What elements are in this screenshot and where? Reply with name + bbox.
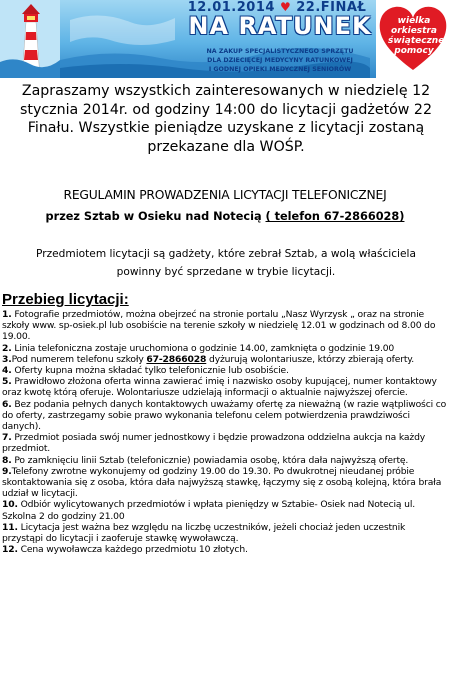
regulation-title: REGULAMIN PROWADZENIA LICYTACJI TELEFONICZNEJ <box>63 188 387 202</box>
rule-10: 10. Odbiór wylicytowanych przedmiotów i wpłata pieniędzy w Sztabie- Osiek nad Notecią ul. Szkolna 2 do godziny 21.00 <box>2 499 416 522</box>
rule-7: 7. Przedmiot posiada swój numer jednostkowy i będzie prowadzona oddzielna aukcja na każdy przedmiot. <box>2 432 426 455</box>
rule-12: 12. Cena wywoławcza każdego przedmiotu 10 złotych. <box>2 544 248 556</box>
rule-9: 9.Telefony zwrotne wykonujemy od godziny 19.00 do 19.30. Po dwukrotnej nieudanej próbie skontaktowania się z osoba, która dała najwyższą stawkę, łączymy się z osobą kolejną, która brała udział w licytacji. <box>2 465 442 500</box>
rule-3: 3.Pod numerem telefonu szkoły 67-2866028 dyżurują wolontariusze, którzy zbierają oferty. <box>2 353 415 365</box>
regulation-subtitle <box>4 210 446 223</box>
banner-title: NA RATUNEK <box>188 12 372 40</box>
rule-1: 1. Fotografie przedmiotów, można obejrzeć na stronie portalu „Nasz Wyrzysk „ oraz na stronie szkoły www. sp-osiek.pl lub osobiście na terenie szkoły w niedzielę 12.01 w godzinach od 8.00 do 19.00. <box>2 309 436 343</box>
rule-4: 4. Oferty kupna można składać tylko telefonicznie lub osobiście. <box>2 365 289 377</box>
procedure-heading: Przebieg licytacji: <box>2 291 129 308</box>
rule-11: 11. Licytacja jest ważna bez względu na liczbę uczestników, jeżeli chociaż jeden uczestnik przystąpi do licytacji i zaoferuje stawkę wywoławczą. <box>2 521 406 545</box>
rules-list <box>2 309 448 555</box>
regulation-organizer: przez Sztab w Osieku nad Notecią <box>45 210 262 223</box>
rule-8: 8. Po zamknięciu linii Sztab (telefonicznie) powiadamia osobę, która dała najwyższą ofertę. <box>2 454 409 466</box>
regulation-phone: ( telefon 67-2866028) <box>265 210 405 223</box>
banner-date: 12.01.2014 ♥ 22.FINAŁ <box>187 0 367 15</box>
header-banner <box>0 0 450 78</box>
school-phone: 67-2866028 <box>146 353 207 365</box>
rule-6: 6. Bez podania pełnych danych kontaktowych uważamy ofertę za nieważną (w razie wątpliwości co do oferty, zastrzegamy sobie prawo wykonania telefonu celem potwierdzenia prawdziwości danych). <box>2 398 447 433</box>
banner-subtitle-line-1: NA ZAKUP SPECJALISTYCZNEGO SPRZĘTU <box>206 48 354 55</box>
rule-5: 5. Prawidłowo złożona oferta winna zawierać imię i nazwisko osoby kupującej, numer kontaktowy oraz kwotę którą oferuje. Wolontariusze udzielają informacji o aktualnie najwyższej ofercie. <box>2 376 437 399</box>
banner-subtitle-line-3: I GODNEJ OPIEKI MEDYCZNEJ SENIORÓW <box>208 66 352 73</box>
intro-paragraph: Zapraszamy wszystkich zainteresowanych w niedzielę 12 stycznia 2014r. od godziny 14:00 do licytacji gadżetów 22 Finału. Wszystkie pieniądze uzyskane z licytacji zostaną przekazane dla WOŚP. <box>20 83 432 155</box>
wosp-logo-text: wielka orkiestra świątecznej pomocy <box>388 16 448 56</box>
subject-paragraph: Przedmiotem licytacji są gadżety, które zebrał Sztab, a wolą właściciela powinny być sprzedane w trybie licytacji. <box>36 248 416 278</box>
rule-2: 2. Linia telefoniczna zostaje uruchomiona o godzinie 14.00, zamknięta o godzinie 19.00 <box>2 342 395 354</box>
banner-subtitle-line-2: DLA DZIECIĘCEJ MEDYCYNY RATUNKOWEJ <box>207 57 353 64</box>
